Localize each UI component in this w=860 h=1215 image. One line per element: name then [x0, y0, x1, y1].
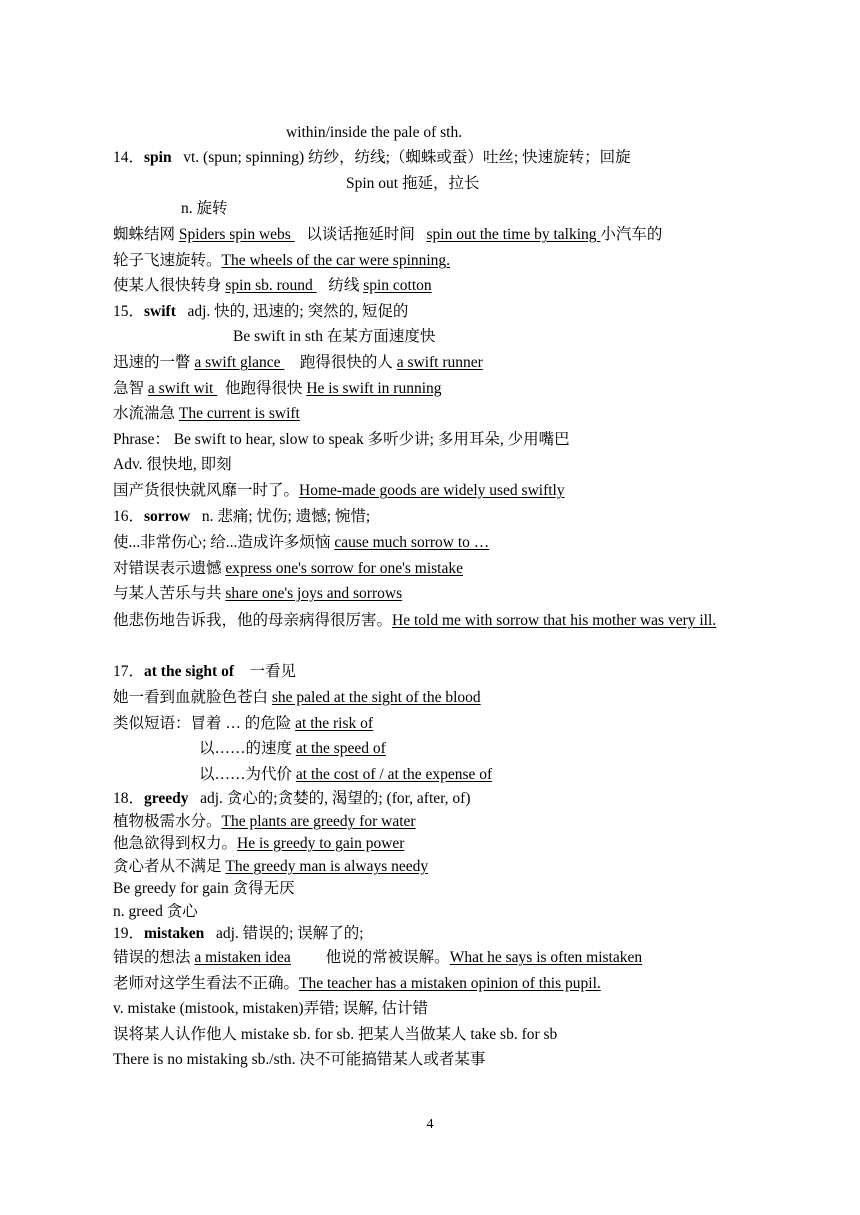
- text-line: Be swift in sth 在某方面速度快: [233, 328, 436, 345]
- example-line: 国产货很快就风靡一时了。Home-made goods are widely used swiftly: [113, 482, 565, 499]
- entry-16-heading: 16．sorrow n. 悲痛; 忧伤; 遗憾; 惋惜;: [113, 508, 371, 525]
- example-line: 类似短语：冒着 … 的危险 at the risk of: [113, 715, 374, 732]
- entry-14-heading: 14．spin vt. (spun; spinning) 纺纱，纺线;（蜘蛛或蚕）吐丝; 快速旋转；回旋: [113, 149, 631, 166]
- example-line: 他急欲得到权力。He is greedy to gain power: [113, 835, 405, 852]
- text-line: There is no mistaking sb./sth. 决不可能搞错某人或者某事: [113, 1051, 486, 1068]
- example-line: 植物极需水分。The plants are greedy for water: [113, 813, 416, 830]
- example-line: 对错误表示遗憾 express one's sorrow for one's mistake: [113, 560, 463, 577]
- entry-18-heading: 18．greedy adj. 贪心的;贪婪的, 渴望的; (for, after, of): [113, 790, 471, 807]
- example-line: 老师对这学生看法不正确。The teacher has a mistaken opinion of this pupil.: [113, 975, 601, 992]
- page-number: 4: [426, 1117, 434, 1132]
- example-line: 水流湍急 The current is swift: [113, 405, 300, 422]
- text-line: Adv. 很快地, 即刻: [113, 456, 232, 473]
- text-line: Be greedy for gain 贪得无厌: [113, 880, 295, 897]
- text-line: n. 旋转: [181, 200, 228, 217]
- entry-17-heading: 17．at the sight of 一看见: [113, 663, 297, 680]
- text-line: v. mistake (mistook, mistaken)弄错; 误解, 估计错: [113, 1000, 428, 1017]
- example-line: 使某人很快转身 spin sb. round 纺线 spin cotton: [113, 277, 432, 294]
- example-line: 蜘蛛结网 Spiders spin webs 以谈话拖延时间 spin out the time by talking 小汽车的: [113, 226, 663, 243]
- example-line: 与某人苦乐与共 share one's joys and sorrows: [113, 585, 403, 602]
- text-line: 误将某人认作他人 mistake sb. for sb. 把某人当做某人 take sb. for sb: [113, 1026, 558, 1043]
- example-line: 他悲伤地告诉我，他的母亲病得很厉害。He told me with sorrow that his mother was very ill.: [113, 612, 717, 629]
- entry-19-heading: 19．mistaken adj. 错误的; 误解了的;: [113, 925, 364, 942]
- example-line: 错误的想法 a mistaken idea 他说的常被误解。What he says is often mistaken: [113, 949, 643, 966]
- entry-15-heading: 15．swift adj. 快的, 迅速的; 突然的, 短促的: [113, 303, 409, 320]
- example-line: 迅速的一瞥 a swift glance 跑得很快的人 a swift runner: [113, 354, 483, 371]
- text-line: Phrase： Be swift to hear, slow to speak 多听少讲; 多用耳朵, 少用嘴巴: [113, 431, 570, 448]
- text-line: within/inside the pale of sth.: [286, 124, 463, 141]
- example-line: 使...非常伤心; 给...造成许多烦恼 cause much sorrow to …: [113, 534, 490, 551]
- example-line: 以……的速度 at the speed of: [199, 740, 386, 757]
- example-line: 以……为代价 at the cost of / at the expense of: [199, 766, 493, 783]
- example-line: 她一看到血就脸色苍白 she paled at the sight of the blood: [113, 689, 481, 706]
- example-line: 轮子飞速旋转。The wheels of the car were spinning.: [113, 252, 451, 269]
- text-line: n. greed 贪心: [113, 903, 198, 920]
- example-line: 贪心者从不满足 The greedy man is always needy: [113, 858, 429, 875]
- text-line: Spin out 拖延，拉长: [346, 175, 480, 192]
- example-line: 急智 a swift wit 他跑得很快 He is swift in running: [113, 380, 442, 397]
